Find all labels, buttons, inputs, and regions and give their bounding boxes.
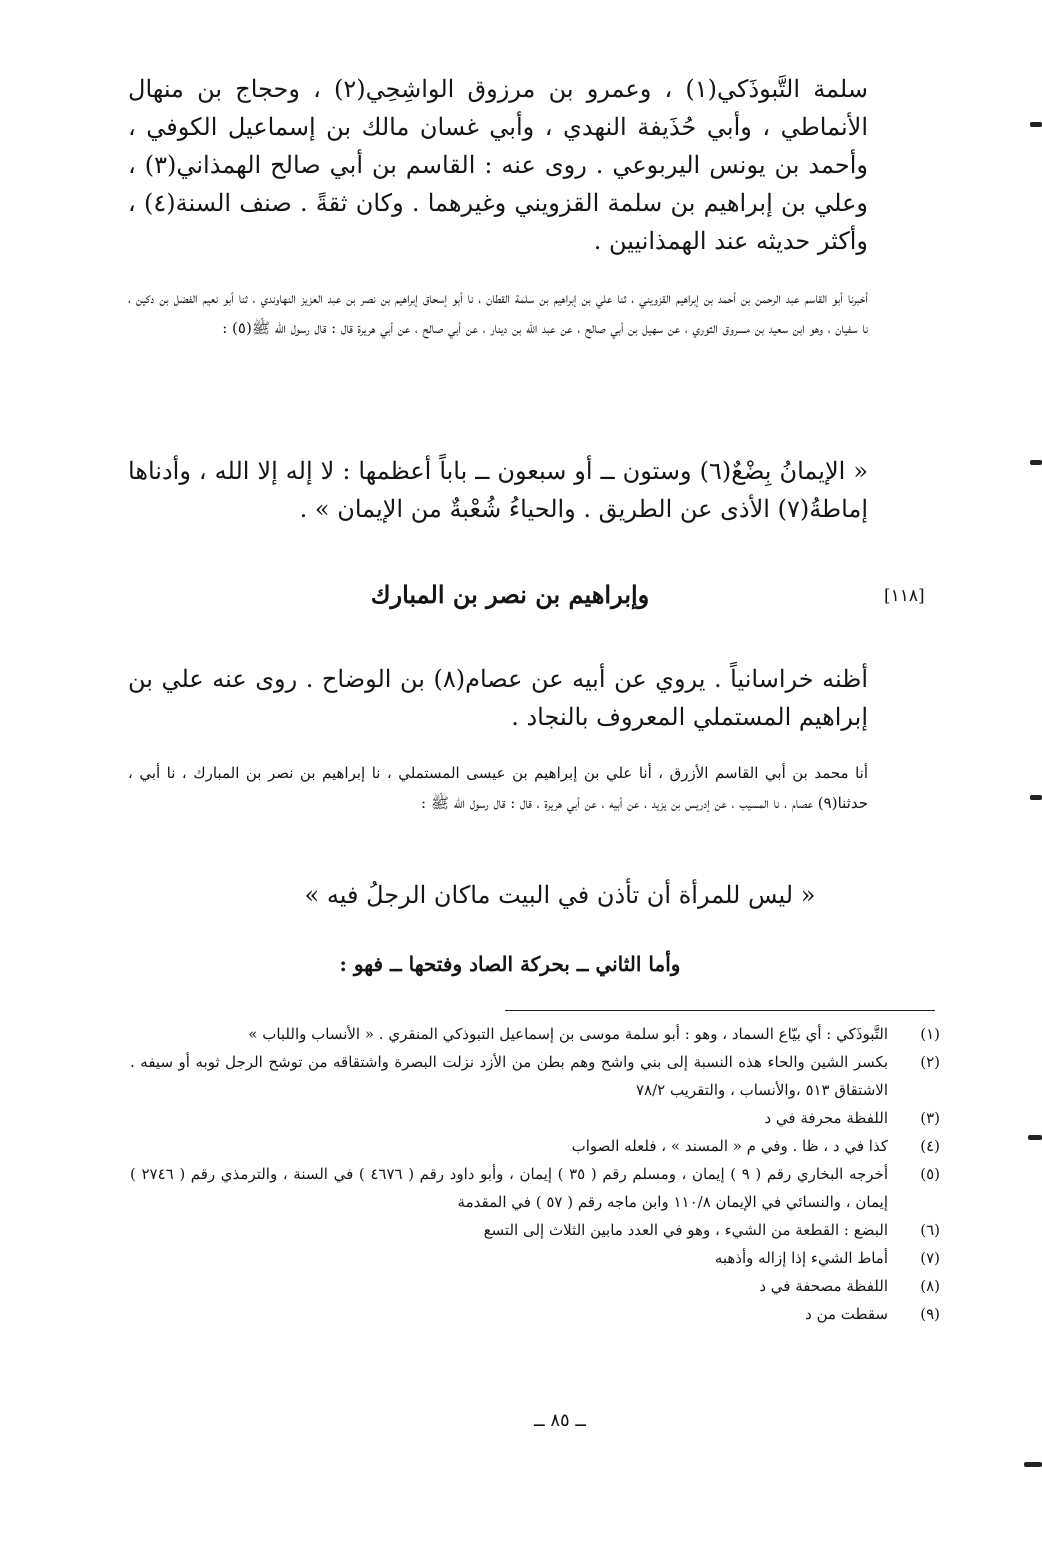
page-number: ــ ٨٥ ــ bbox=[534, 1410, 586, 1431]
hadith-text-2: « ليس للمرأة أن تأذن في البيت ماكان الرجلُ فيه » bbox=[304, 881, 816, 909]
footnote-item bbox=[130, 1104, 940, 1132]
footnote-number: (٦) bbox=[920, 1221, 940, 1239]
isnad-chain-2: أنا محمد بن أبي القاسم الأزرق ، أنا علي بن إبراهيم بن عيسى المستملي ، نا إبراهيم بن نصر بن المبارك ، نا أبي ، حدثنا(٩) عصام ، نا المسيب ، عن إدريس بن يزيد ، عن أبيه ، عن أبي هريرة ، قال : قال رسول الله ﷺ : bbox=[128, 764, 868, 812]
footnote-text: اللفظة مصحفة في د bbox=[759, 1277, 888, 1295]
footnote-text: أماط الشيء إذا إزاله وأذهبه bbox=[714, 1249, 888, 1267]
isnad-chain-1: أخبرنا أبو القاسم عبد الرحمن بن أحمد بن إبراهيم القزويني ، ثنا علي بن إبراهيم بن سلمة القطان ، نا أبو إسحاق إبراهيم بن نصر بن عبد العزيز النهاوندي ، ثنا أبو نعيم الفضل بن دكين ، نا سفيان ، وهو ابن سعيد بن مسروق الثوري ، عن سهيل بن أبي صالح ، عن عبد الله بن دينار ، عن أبي صالح ، عن أبي هريرة قال : قال رسول الله ﷺ(٥) : bbox=[128, 289, 868, 337]
footnote-item bbox=[130, 1300, 940, 1328]
footnote-number: (٥) bbox=[920, 1165, 940, 1183]
footnote-item bbox=[130, 1160, 940, 1216]
footnote-item bbox=[130, 1020, 940, 1048]
footnote-item bbox=[130, 1048, 940, 1104]
footnote-number: (٧) bbox=[920, 1249, 940, 1267]
biography-paragraph-2: أظنه خراسانياً . يروي عن أبيه عن عصام(٨) بن الوضاح . روى عنه علي بن إبراهيم المستملي المعروف بالنجاد . bbox=[128, 665, 868, 731]
footnote-item bbox=[130, 1132, 940, 1160]
scan-edge-mark bbox=[1028, 1135, 1042, 1140]
hadith-text-1: « الإيمانُ بِضْعٌ(٦) وستون ــ أو سبعون ــ باباً أعظمها : لا إله إلا الله ، وأدناها إماطةُ(٧) الأذى عن الطريق . والحياءُ شُعْبةٌ من الإيمان » . bbox=[128, 457, 868, 523]
biography-paragraph-1: سلمة التَّبوذَكي(١) ، وعمرو بن مرزوق الواشِحِي(٢) ، وحجاج بن منهال الأنماطي ، وأبي حُذَيفة النهدي ، وأبي غسان مالك بن إسماعيل الكوفي ، وأحمد بن يونس اليربوعي . روى عنه : القاسم بن أبي صالح الهمذاني(٣) ، وعلي بن إبراهيم بن سلمة القزويني وغيرهما . وكان ثقةً . صنف السنة(٤) ، وأكثر حديثه عند الهمذانيين . bbox=[128, 75, 869, 255]
footnote-item bbox=[130, 1216, 940, 1244]
scan-edge-mark bbox=[1024, 1462, 1042, 1467]
scan-edge-mark bbox=[1030, 122, 1042, 127]
entry-title: وإبراهيم بن نصر بن المبارك bbox=[370, 580, 650, 609]
footnote-separator bbox=[505, 1010, 935, 1011]
footnote-text: كذا في د ، ظا . وفي م « المسند » ، فلعله الصواب bbox=[571, 1137, 888, 1155]
footnote-item bbox=[130, 1272, 940, 1300]
footnote-text: أخرجه البخاري رقم ( ٩ ) إيمان ، ومسلم رقم ( ٣٥ ) إيمان ، وأبو داود رقم ( ٤٦٧٦ ) في السنة ، والترمذي رقم ( ٢٧٤٦ ) إيمان ، والنسائي في الإيمان ١١٠/٨ وابن ماجه رقم ( ٥٧ ) في المقدمة bbox=[130, 1165, 888, 1211]
footnote-number: (٢) bbox=[920, 1053, 940, 1071]
footnote-text: التَّبوذَكي : أي بيّاع السماد ، وهو : أبو سلمة موسى بن إسماعيل التبوذكي المنقري . « الأنساب واللباب » bbox=[248, 1025, 888, 1043]
footnote-item bbox=[130, 1244, 940, 1272]
scan-edge-mark bbox=[1030, 460, 1042, 465]
footnote-number: (٨) bbox=[920, 1277, 940, 1295]
section-heading: وأما الثاني ــ بحركة الصاد وفتحها ــ فهو : bbox=[339, 952, 681, 976]
footnote-text: البضع : القطعة من الشيء ، وهو في العدد مابين الثلاث إلى التسع bbox=[483, 1221, 888, 1239]
entry-number: [١١٨] bbox=[884, 586, 925, 606]
footnotes bbox=[130, 1020, 940, 1328]
footnote-number: (٣) bbox=[920, 1109, 940, 1127]
scan-edge-mark bbox=[1030, 795, 1042, 800]
footnote-text: بكسر الشين والحاء هذه النسبة إلى بني واشح وهم بطن من الأزد نزلت البصرة واشتقاقه من توشح الرجل ثوبه أو سيفه . الاشتقاق ٥١٣ ،والأنساب ، والتقريب ٧٨/٢ bbox=[130, 1053, 888, 1099]
footnote-number: (٤) bbox=[920, 1137, 940, 1155]
footnote-text: اللفظة محرفة في د bbox=[764, 1109, 888, 1127]
footnote-number: (٩) bbox=[920, 1305, 940, 1323]
footnote-number: (١) bbox=[920, 1025, 940, 1043]
footnote-text: سقطت من د bbox=[805, 1305, 888, 1323]
